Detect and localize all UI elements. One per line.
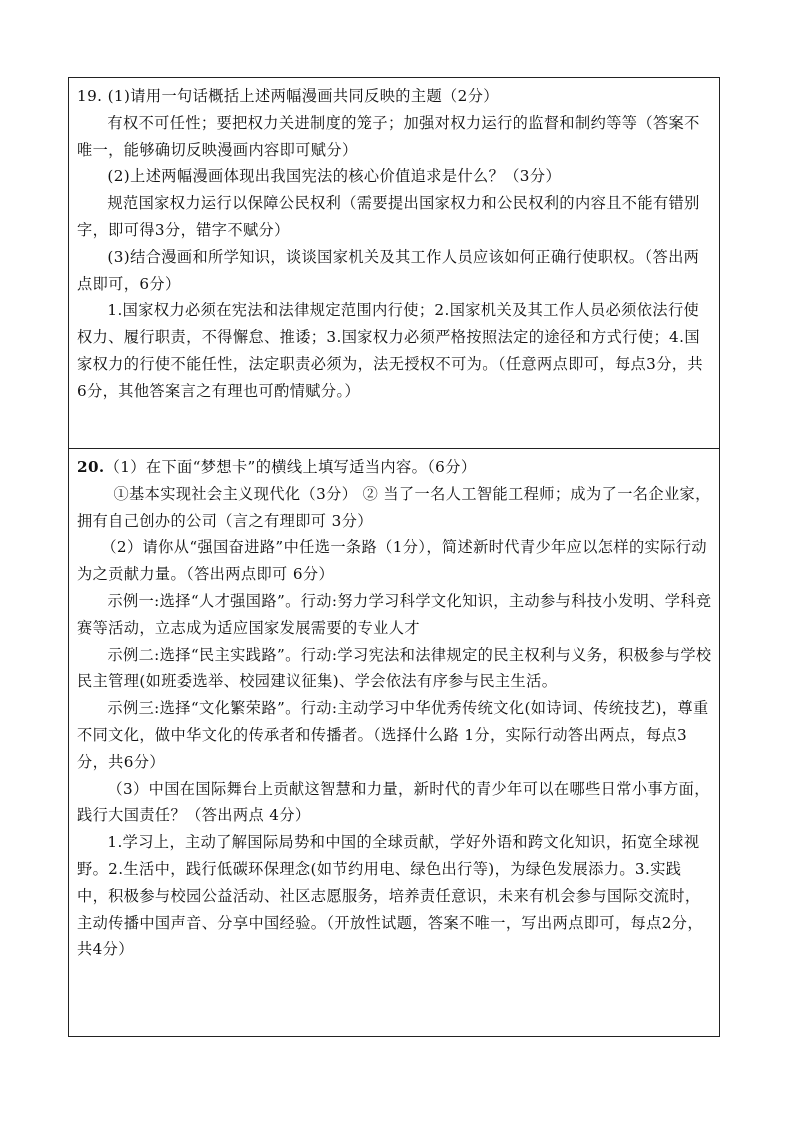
q19-part1-answer: 有权不可任性；要把权力关进制度的笼子；加强对权力运行的监督和制约等等（答案不唯一，能够确切反映漫画内容即可赋分） [77, 113, 700, 159]
q20-part3-question: （3）中国在国际舞台上贡献这智慧和力量，新时代的青少年可以在哪些日常小事方面，践行大国责任？（答出两点 4分） [77, 779, 710, 825]
q20-number: 20. [77, 458, 105, 476]
q19-part3-question: (3)结合漫画和所学知识，谈谈国家机关及其工作人员应该如何正确行使职权。（答出两点即可，6分） [77, 247, 700, 293]
q19-part3-answer: 1.国家权力必须在宪法和法律规定范围内行使；2.国家机关及其工作人员必须依法行使权力、履行职责，不得懈怠、推诿；3.国家权力必须严格按照法定的途径和方式行使；4.国家权力的行使不能任性，法定职责必须为，法无授权不可为。（任意两点即可，每点3分，共6分，其他答案言之有理也可酌情赋分。） [77, 301, 703, 400]
q20-part1-answer: ①基本实现社会主义现代化（3分） ② 当了一名人工智能工程师；成为了一名企业家，拥有自己创办的公司（言之有理即可 3分） [77, 484, 711, 530]
q20-part1-question [77, 454, 712, 481]
q19-part2-question: (2)上述两幅漫画体现出我国宪法的核心价值追求是什么？（3分） [107, 167, 562, 186]
q19-part2-answer: 规范国家权力运行以保障公民权利（需要提出国家权力和公民权利的内容且不能有错别字，即可得3分，错字不赋分） [77, 194, 700, 239]
q20-part2-question: （2）请你从“强国奋进路”中任选一条路（1分），简述新时代青少年应以怎样的实际行动为之贡献力量。（答出两点即可 6分） [77, 538, 707, 584]
q20-example-3: 示例三:选择“文化繁荣路”。行动:主动学习中华优秀传统文化(如诗词、传统技艺)，尊重不同文化，做中华文化的传承者和传播者。（选择什么路 1分，实际行动答出两点，每点3分，共6分） [77, 699, 709, 771]
question-19-cell [69, 78, 719, 449]
answer-table [68, 77, 720, 1037]
q20-example-2: 示例二:选择“民主实践路”。行动:学习宪法和法律规定的民主权利与义务，积极参与学校民主管理(如班委选举、校园建议征集)、学会依法有序参与民主生活。 [77, 645, 712, 691]
q19-part1-question: 19. (1)请用一句话概括上述两幅漫画共同反映的主题（2分） [77, 87, 499, 105]
q20-part1-text: （1）在下面“梦想卡”的横线上填写适当内容。（6分） [104, 458, 477, 476]
question-20-cell [69, 449, 719, 1036]
q20-part3-answer: 1.学习上，主动了解国际局势和中国的全球贡献，学好外语和跨文化知识，拓宽全球视野。2.生活中，践行低碳环保理念(如节约用电、绿色出行等)，为绿色发展添力。3.实践中，积极参与校园公益活动、社区志愿服务，培养责任意识，未来有机会参与国际交流时，主动传播中国声音、分享中国经验。（开放性试题，答案不唯一，写出两点即可，每点2分，共4分） [77, 833, 703, 959]
q20-example-1: 示例一:选择“人才强国路”。行动:努力学习科学文化知识，主动参与科技小发明、学科竞赛等活动，立志成为适应国家发展需要的专业人才 [77, 591, 712, 637]
